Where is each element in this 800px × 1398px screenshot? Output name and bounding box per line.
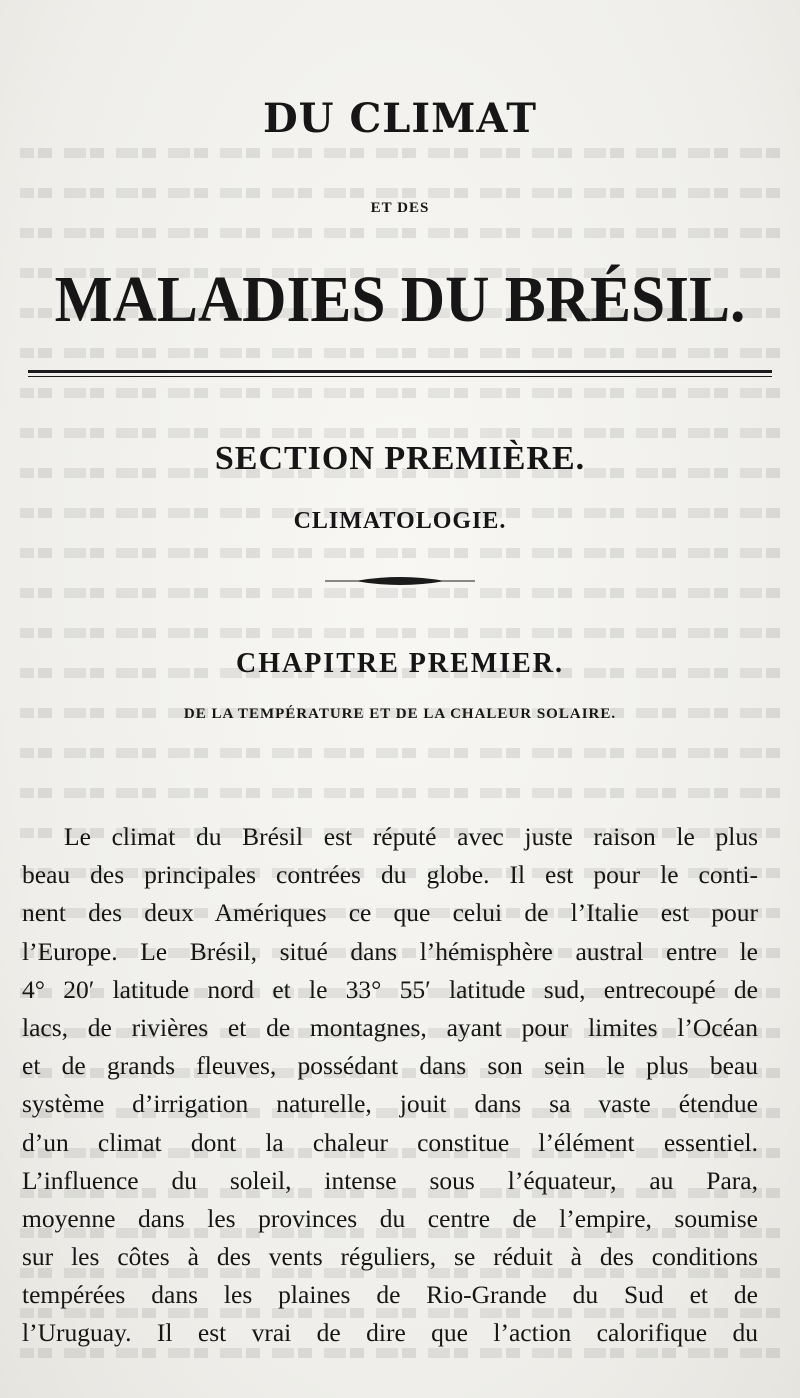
text-line: et de grands fleuves, possédant dans son sein le plus beau [22, 1051, 758, 1081]
text-line: l’Uruguay. Il est vrai de dire que l’action calorifique du [22, 1318, 758, 1348]
text-line: 4° 20′ latitude nord et le 33° 55′ latitude sud, entrecoupé de [22, 974, 758, 1004]
title-line-2: MALADIES DU BRÉSIL. [54, 263, 746, 336]
double-rule-divider [28, 370, 772, 377]
text-line: sur les côtes à des vents réguliers, se réduit à des conditions [22, 1242, 758, 1272]
title-connector: ET DES [370, 200, 430, 216]
text-line: L’influence du soleil, intense sous l’équateur, au Para, [22, 1165, 758, 1195]
text-line: Le climat du Brésil est réputé avec juste raison le plus [64, 822, 758, 851]
section-heading: SECTION PREMIÈRE. [214, 440, 586, 477]
text-line: l’Europe. Le Brésil, situé dans l’hémisphère austral entre le [22, 936, 758, 966]
text-line: moyenne dans les provinces du centre de l’empire, soumise [22, 1203, 758, 1233]
chapter-subtitle: DE LA TEMPÉRATURE ET DE LA CHALEUR SOLAIRE. [183, 706, 617, 722]
ornament-divider [325, 575, 475, 587]
text-line: tempérées dans les plaines de Rio-Grande du Sud et de [22, 1280, 758, 1310]
text-line: lacs, de rivières et de montagnes, ayant pour limites l’Océan [22, 1012, 758, 1042]
text-line: système d’irrigation naturelle, jouit dans sa vaste étendue [22, 1089, 758, 1119]
text-line: beau des principales contrées du globe. Il est pour le conti- [22, 860, 758, 890]
body-paragraph [22, 818, 758, 1353]
text-line: nent des deux Amériques ce que celui de l’Italie est pour [22, 898, 758, 928]
section-subject: CLIMATOLOGIE. [293, 508, 507, 534]
title-line-1: DU CLIMAT [262, 95, 538, 142]
chapter-heading: CHAPITRE PREMIER. [235, 648, 564, 679]
text-line: d’un climat dont la chaleur constitue l’élément essentiel. [22, 1127, 758, 1157]
